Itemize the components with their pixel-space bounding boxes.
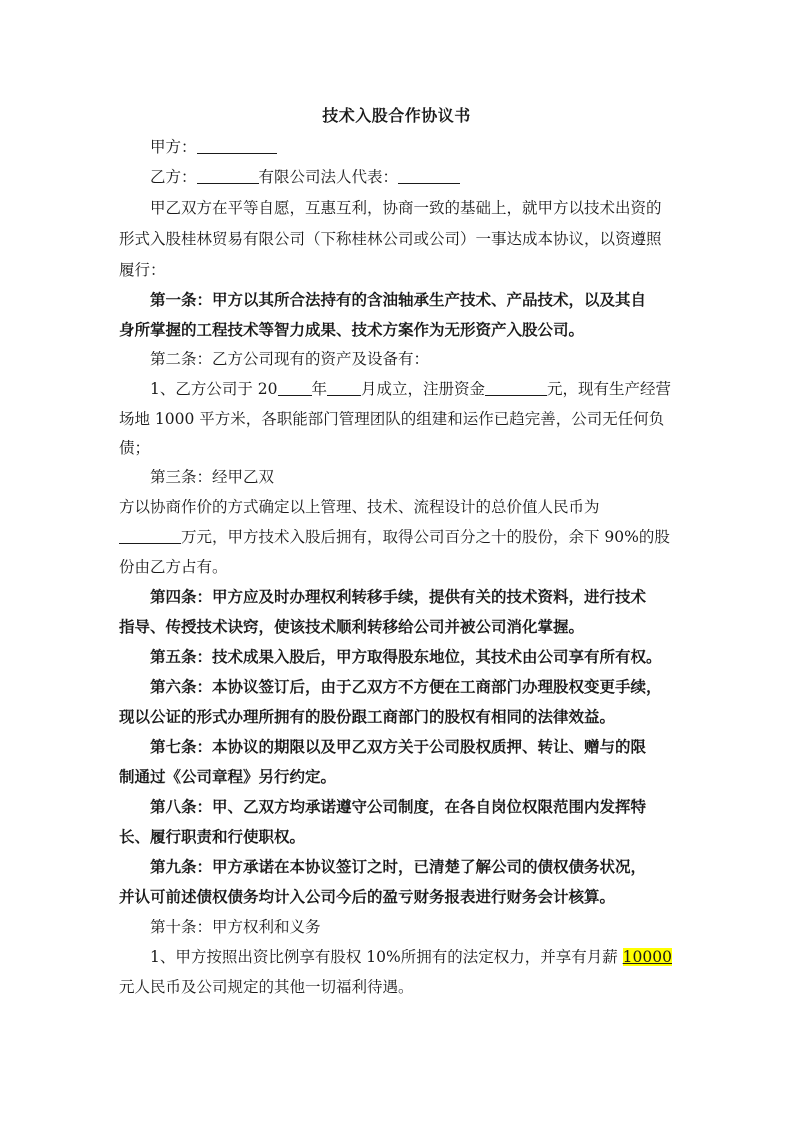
article-7-line-1: 第七条：本协议的期限以及甲乙双方关于公司股权质押、转让、赠与的限 <box>150 737 647 756</box>
party-a-line <box>150 135 277 157</box>
intro-line-1: 甲乙双方在平等自愿，互惠互利，协商一致的基础上，就甲方以技术出资的 <box>150 199 662 217</box>
article-10-item-1-text: 1、甲方按照出资比例享有股权 10%所拥有的法定权力，并享有月薪 <box>150 948 623 966</box>
party-a-blank[interactable] <box>197 152 277 154</box>
article-9-line-1: 第九条：甲方承诺在本协议签订之时，已清楚了解公司的债权债务状况， <box>150 857 647 876</box>
article-2-line-end: 元，现有生产经营 <box>547 380 672 398</box>
article-10-item-1-line-1 <box>150 945 672 967</box>
party-b-line <box>150 165 460 187</box>
capital-blank[interactable] <box>485 394 547 396</box>
year-blank[interactable] <box>278 394 312 396</box>
article-7-line-2: 制通过《公司章程》另行约定。 <box>119 767 337 786</box>
article-1-line-2: 身所掌握的工程技术等智力成果、技术方案作为无形资产入股公司。 <box>119 320 585 339</box>
total-value-blank[interactable] <box>119 542 181 544</box>
article-2-year-label: 年 <box>311 380 328 398</box>
article-3-line-2-text: 万元，甲方技术入股后拥有，取得公司百分之十的股份，余下 90%的股 <box>181 528 670 546</box>
article-3-line-2 <box>119 525 670 547</box>
month-blank[interactable] <box>327 394 361 396</box>
article-3-line-1: 方以协商作价的方式确定以上管理、技术、流程设计的总价值人民币为 <box>119 498 600 516</box>
article-4-line-2: 指导、传授技术诀窍，使该技术顺利转移给公司并被公司消化掌握。 <box>119 617 585 636</box>
intro-line-2: 形式入股桂林贸易有限公司（下称桂林公司或公司）一事达成本协议，以资遵照 <box>119 230 662 248</box>
article-4-line-1: 第四条：甲方应及时办理权利转移手续，提供有关的技术资料，进行技术 <box>150 587 647 606</box>
article-6-line-1: 第六条：本协议签订后，由于乙双方不方便在工商部门办理股权变更手续， <box>150 677 662 696</box>
article-2-heading: 第二条：乙方公司现有的资产及设备有： <box>150 350 430 368</box>
party-b-company-blank[interactable] <box>197 182 259 184</box>
article-10-item-1-line-2: 元人民币及公司规定的其他一切福利待遇。 <box>119 978 414 996</box>
party-b-mid: 有限公司法人代表： <box>258 168 399 186</box>
article-8-line-1: 第八条：甲、乙双方均承诺遵守公司制度，在各自岗位权限范围内发挥特 <box>150 797 647 816</box>
article-6-line-2: 现以公证的形式办理所拥有的股份跟工商部门的股权有相同的法律效益。 <box>119 707 616 726</box>
article-2-founded-year-prefix: 1、乙方公司于 20 <box>150 380 278 398</box>
article-1-line-1: 第一条：甲方以其所合法持有的含油轴承生产技术、产品技术，以及其自 <box>150 290 647 309</box>
document-title: 技术入股合作协议书 <box>322 106 471 125</box>
article-2-item-1-line-1 <box>150 377 671 399</box>
article-2-item-1-line-3: 债； <box>119 439 151 457</box>
article-8-line-2: 长、履行职责和行使职权。 <box>119 827 306 846</box>
intro-line-3: 履行： <box>119 261 166 279</box>
party-b-rep-blank[interactable] <box>398 182 460 184</box>
article-2-item-1-line-2: 场地 1000 平方米，各职能部门管理团队的组建和运作已趋完善，公司无任何负 <box>119 410 665 428</box>
article-5-line-1: 第五条：技术成果入股后，甲方取得股东地位，其技术由公司享有所有权。 <box>150 647 662 666</box>
article-3-heading: 第三条：经甲乙双 <box>150 468 275 486</box>
party-a-label: 甲方： <box>150 138 197 156</box>
article-3-line-3: 份由乙方占有。 <box>119 558 228 576</box>
article-2-capital-label: 月成立，注册资金 <box>361 380 486 398</box>
salary-value-highlight: 10000 <box>622 948 672 966</box>
party-b-label: 乙方： <box>150 168 197 186</box>
article-10-heading: 第十条：甲方权利和义务 <box>150 918 321 936</box>
article-9-line-2: 并认可前述债权债务均计入公司今后的盈亏财务报表进行财务会计核算。 <box>119 887 616 906</box>
